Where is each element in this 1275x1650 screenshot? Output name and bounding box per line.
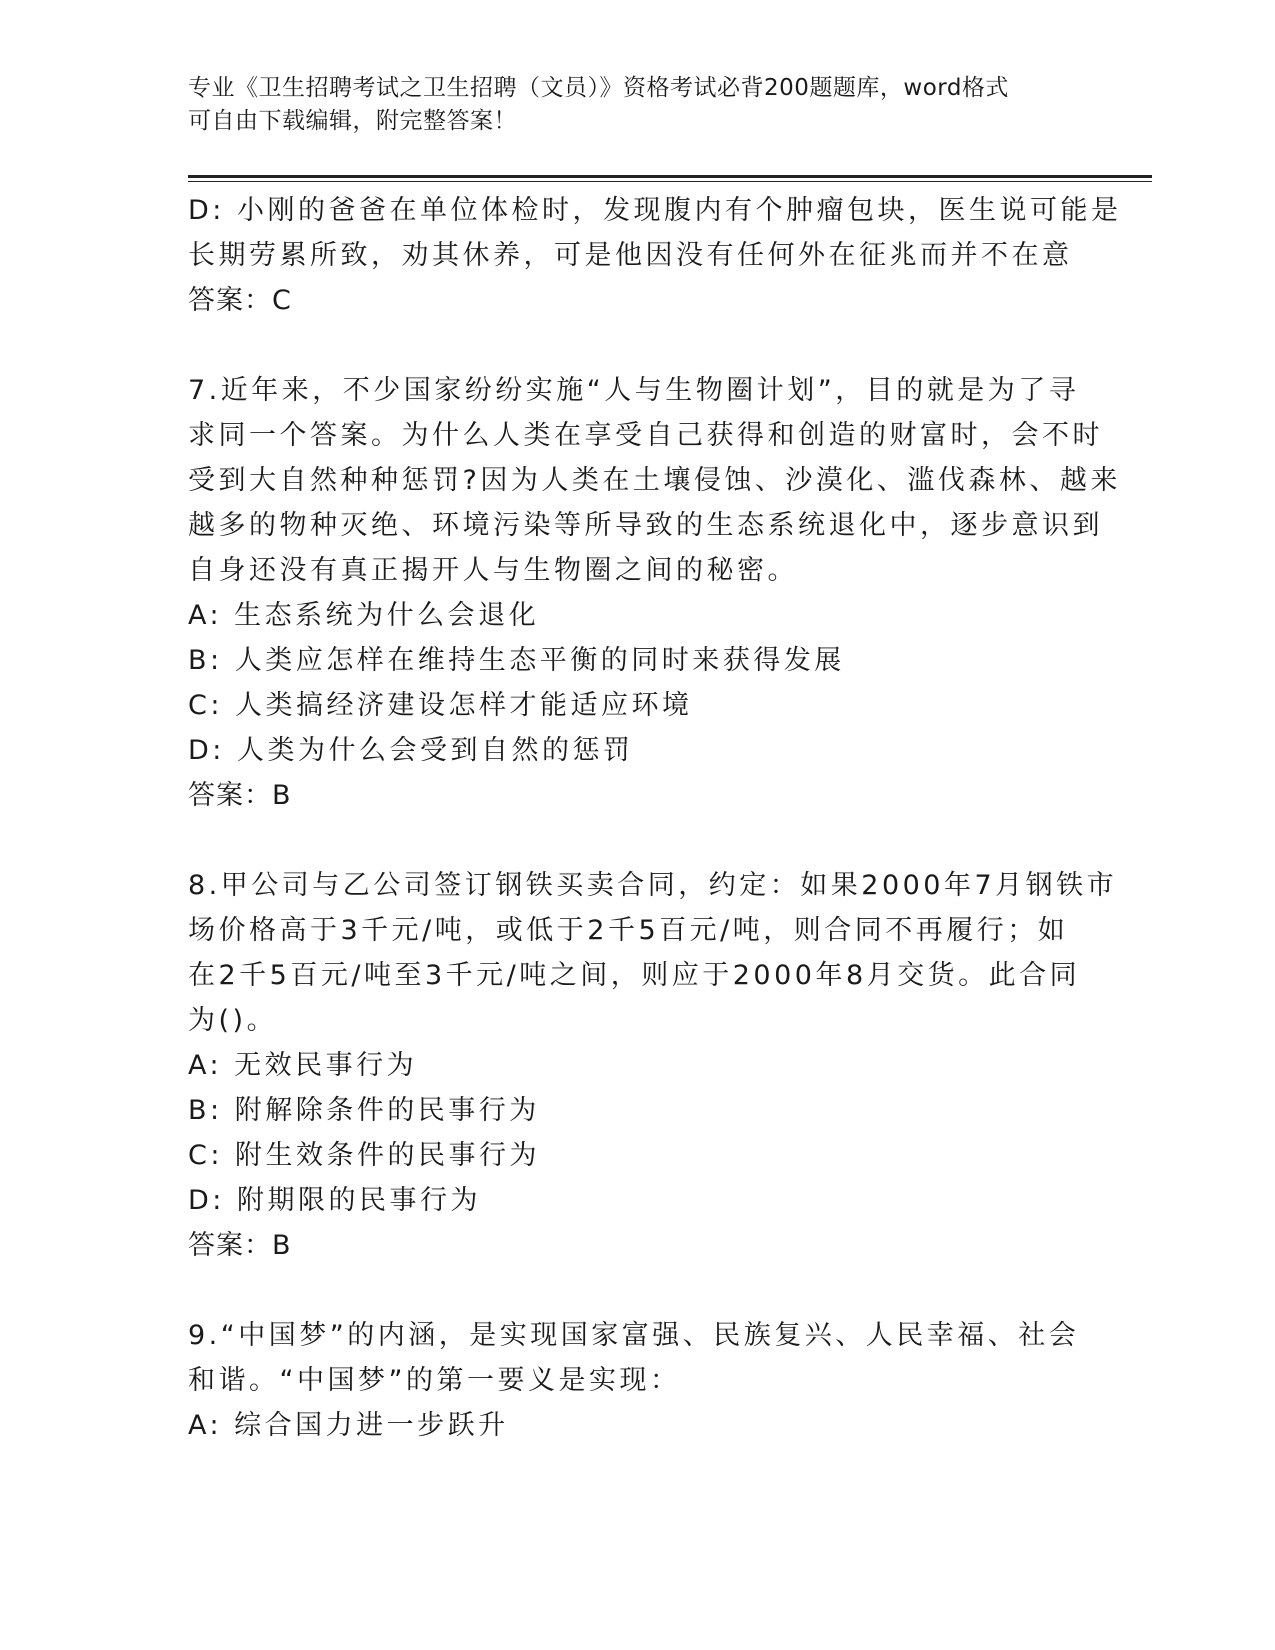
q9-option-a: A: 综合国力进一步跃升 <box>188 1410 509 1441</box>
spacer <box>188 818 1088 863</box>
q8-option-c: C: 附生效条件的民事行为 <box>188 1140 541 1171</box>
q7-stem-line-1: 7.近年来，不少国家纷纷实施“人与生物圈计划”，目的就是为了寻 <box>188 375 1080 406</box>
q6-option-d-line-1: D: 小刚的爸爸在单位体检时，发现腹内有个肿瘤包块，医生说可能是 <box>188 195 1122 226</box>
q8-answer: 答案：B <box>188 1230 292 1261</box>
q8-option-a: A: 无效民事行为 <box>188 1050 418 1081</box>
q7-option-a: A: 生态系统为什么会退化 <box>188 600 540 631</box>
header-divider-thin <box>188 181 1152 182</box>
q7-stem-line-5: 自身还没有真正揭开人与生物圈之间的秘密。 <box>188 555 798 586</box>
q7-option-d: D: 人类为什么会受到自然的惩罚 <box>188 735 634 766</box>
q9-stem-line-2: 和谐。“中国梦”的第一要义是实现： <box>188 1365 681 1396</box>
question-6-tail <box>188 188 1122 323</box>
spacer <box>188 323 1088 368</box>
question-8 <box>188 863 1118 1268</box>
q9-stem-line-1: 9.“中国梦”的内涵，是实现国家富强、民族复兴、人民幸福、社会 <box>188 1320 1080 1351</box>
q7-stem-line-4: 越多的物种灭绝、环境污染等所导致的生态系统退化中，逐步意识到 <box>188 510 1103 541</box>
q7-option-b: B: 人类应怎样在维持生态平衡的同时来获得发展 <box>188 645 845 676</box>
q7-answer: 答案：B <box>188 780 292 811</box>
header-divider-thick <box>188 175 1152 178</box>
q8-stem-line-4: 为()。 <box>188 1005 278 1036</box>
q7-option-c: C: 人类搞经济建设怎样才能适应环境 <box>188 690 693 721</box>
q8-stem-line-1: 8.甲公司与乙公司签订钢铁买卖合同，约定：如果2000年7月钢铁市 <box>188 870 1118 901</box>
header-title-line-1: 专业《卫生招聘考试之卫生招聘（文员）》资格考试必背200题题库，word格式 <box>188 75 1009 101</box>
q8-stem-line-2: 场价格高于3千元/吨，或低于2千5百元/吨，则合同不再履行；如 <box>188 915 1069 946</box>
page-header <box>188 72 1068 138</box>
question-content <box>188 188 1122 1448</box>
q6-answer: 答案：C <box>188 285 292 316</box>
q7-stem-line-2: 求同一个答案。为什么人类在享受自己获得和创造的财富时，会不时 <box>188 420 1103 451</box>
question-7 <box>188 368 1121 818</box>
header-title-line-2: 可自由下载编辑，附完整答案！ <box>188 108 517 134</box>
q7-stem-line-3: 受到大自然种种惩罚?因为人类在土壤侵蚀、沙漠化、滥伐森林、越来 <box>188 465 1121 496</box>
question-9 <box>188 1313 1088 1448</box>
q8-option-d: D: 附期限的民事行为 <box>188 1185 481 1216</box>
spacer <box>188 1268 1088 1313</box>
q6-option-d-line-2: 长期劳累所致，劝其休养，可是他因没有任何外在征兆而并不在意 <box>188 240 1073 271</box>
q8-option-b: B: 附解除条件的民事行为 <box>188 1095 540 1126</box>
q8-stem-line-3: 在2千5百元/吨至3千元/吨之间，则应于2000年8月交货。此合同 <box>188 960 1081 991</box>
